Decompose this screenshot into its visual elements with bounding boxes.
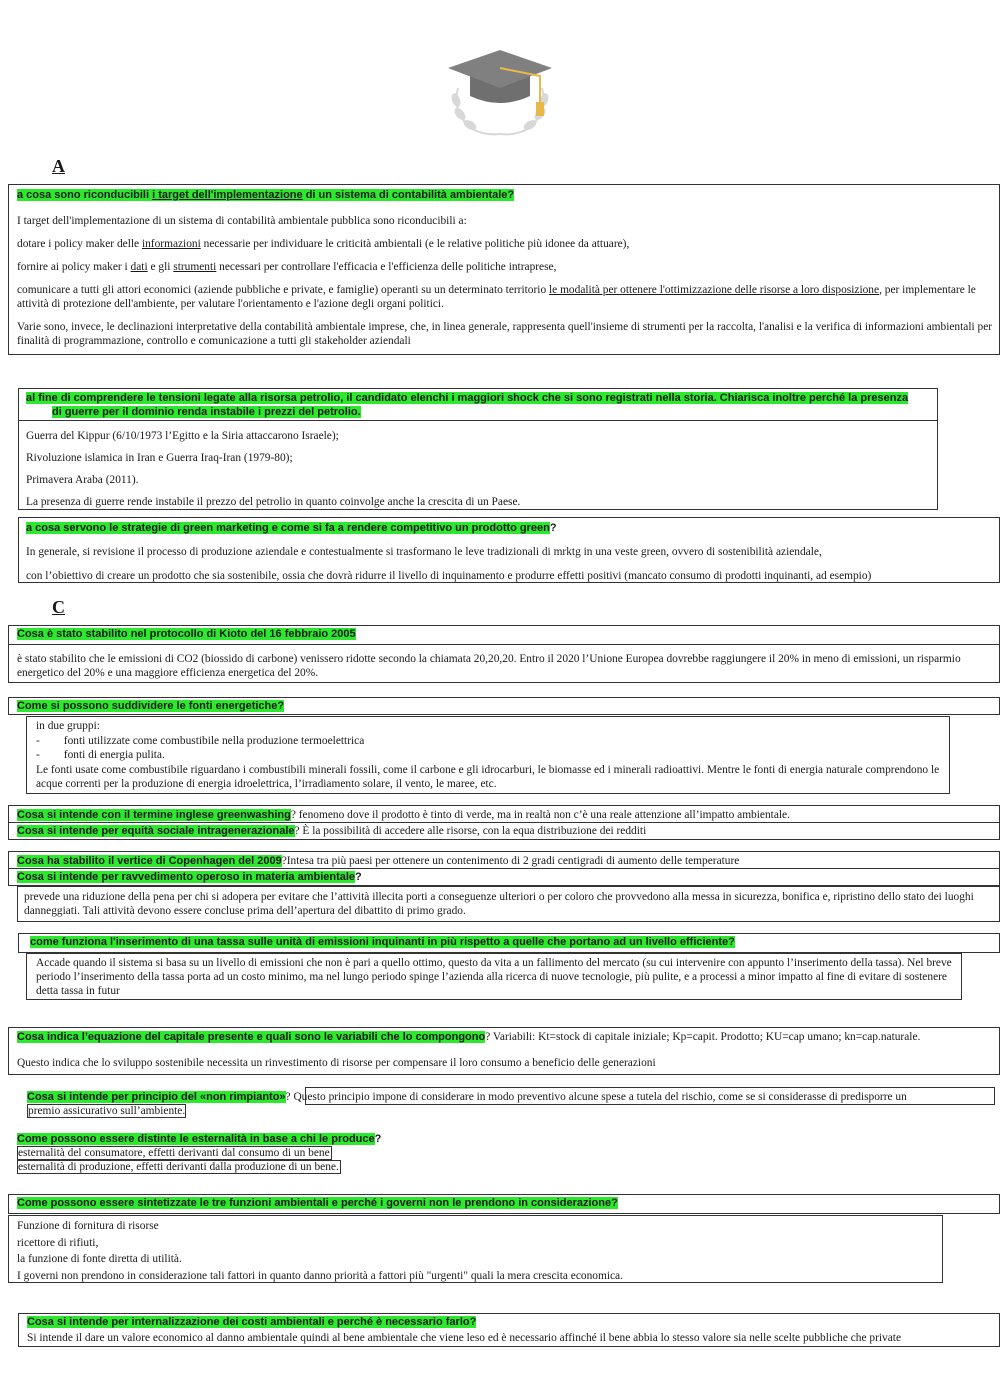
answer: Questo indica che lo sviluppo sostenibile necessita un rinvestimento di risorse per compensare il loro consumo a beneficio delle generazioni (17, 1057, 656, 1069)
qa-line: Cosa si intende per principio del «non rimpianto»? Questo principio impone di considerare in modo preventivo alcune spese a tutela del rischio, come se si considerasse di predisporre un premio assicurativo sull’ambiente. (27, 1091, 907, 1117)
section-letter-c: C (52, 597, 65, 617)
question: come funziona l'inserimento di una tassa sulle unità di emissioni inquinanti in più rispetto a quelle che portano ad un livello efficiente? (30, 936, 735, 948)
question: a cosa sono riconducibili i target dell'implementazione di un sistema di contabilità ambientale? (17, 189, 515, 201)
question: a cosa servono le strategie di green marketing e come si fa a rendere competitivo un prodotto green? (26, 522, 557, 534)
question: Come possono essere sintetizzate le tre funzioni ambientali e perché i governi non le prendono in considerazione? (17, 1197, 618, 1209)
answer: Funzione di fornitura di risorse ricettore di rifiuti, la funzione di fonte diretta di utilità. I governi non prendono in considerazione tali fattori in quanto danno priorità a fattori più "urgenti" quali la mera crescita economica. (17, 1220, 623, 1282)
answer: I target dell'implementazione di un sistema di contabilità ambientale pubblica sono riconducibili a: dotare i policy maker delle informazioni necessarie per individuare le criticità ambientali (e le relative politiche più idonee da attuare), fornire ai policy maker i dati e gli strumenti necessari per controllare l'efficacia e l'efficienza delle politiche intraprese, comunicare a tutti gli attori economici (aziende pubbliche e private, e famiglie) operanti su un determinato territorio le modalità per ottenere l'ottimizzazione delle risorse a loro disposizione, per implementare le attività di protezione dell'ambiente, per valutare l'orientamento e l'azione degli organi politici. Varie sono, invece, le declinazioni interpretative della contabilità ambientale imprese, che, in linea generale, rappresenta quell'insieme di strumenti per la raccolta, l'analisi e la verifica di informazioni ambientali per finalità di programmazione, controllo e comunicazione a tutti gli stakeholder aziendali (17, 215, 993, 347)
answer: Si intende il dare un valore economico al danno ambientale quindi al bene ambientale che viene leso ed è necessario affinché il bene abbia lo stesso valore sia nelle scelte pubbliche che private (27, 1332, 901, 1344)
answer: prevede una riduzione della pena per chi si adopera per evitare che l’attività illecita porti a conseguenze ulteriori o per coloro che provvedono alla messa in sicurezza, bonifica e, ripristino dello stato dei luoghi danneggiati. Tali attività devono essere concluse prima dell’apertura del dibattito di primo grado. (24, 891, 974, 917)
qa-line: Cosa si intende per equità sociale intragenerazionale? È la possibilità di accedere alle risorse, con la equa distribuzione dei redditi (17, 825, 647, 837)
qa-line: Cosa ha stabilito il vertice di Copenhagen del 2009?Intesa tra più paesi per ottenere un contenimento di 2 gradi centigradi di aumento delle temperature (17, 855, 740, 867)
section-letter-a: A (52, 156, 65, 176)
question: Cosa è stato stabilito nel protocollo di Kioto del 16 febbraio 2005 (17, 628, 356, 640)
answer: in due gruppi: - fonti utilizzate come combustibile nella produzione termoelettrica - fonti di energia pulita. Le fonti usate come combustibile riguardano i combustibili minerali fossili, come il carbone e gli idrocarburi, le biomasse ed i minerali radioattivi. Mentre le fonti di energia naturale comprendono le acque correnti per la produzione di energia idroelettrica, l’irradiamento solare, il vento, le maree, etc. (36, 720, 940, 790)
answer: In generale, si revisione il processo di produzione aziendale e contestualmente si trasformano le leve tradizionali di mrktg in una veste green, ovvero di sostenibilità aziendale, con l’obiettivo di creare un prodotto che sia sostenibile, ossia che dovrà ridurre il livello di inquinamento e produrre effetti positivi (mancato consumo di prodotti inquinanti, ad esempio) (26, 546, 872, 582)
question: al fine di comprendere le tensioni legate alla risorsa petrolio, il candidato elenchi i maggiori shock che si sono registrati nella storia. Chiarisca inoltre perché la presenza di guerre per il dominio renda instabile i prezzi del petrolio. (26, 392, 909, 418)
answer: è stato stabilito che le emissioni di CO2 (biossido di carbone) venissero ridotte secondo la chiamata 20,20,20. Entro il 2020 l’Unione Europea dovrebbe raggiungere il 20% in meno di emissioni, un risparmio energetico del 20% e una maggiore efficienza energetica del 20%. (17, 653, 961, 679)
question: Come si possono suddividere le fonti energetiche? (17, 700, 285, 712)
question: Cosa si intende per ravvedimento operoso in materia ambientale? (17, 871, 362, 883)
qa-line: Cosa si intende con il termine inglese greenwashing? fenomeno dove il prodotto è tinto di verde, ma in realtà non c’è una reale attenzione all’impatto ambientale. (17, 809, 790, 821)
answer: Accade quando il sistema si basa su un livello di emissioni che non è pari a quello ottimo, questo da vita a un fallimento del mercato (su cui intervenire con appunto l’inserimento della tassa). Nel breve periodo l’inserimento della tassa porta ad un costo minimo, ma nel lungo periodo spinge l’azienda alla ricerca di nuove tecnologie, più pulite, e a processi a minor impatto al fine di evitare di sostenere detta tassa in futur (36, 957, 952, 997)
answer: Guerra del Kippur (6/10/1973 l’Egitto e la Siria attaccarono Israele); Rivoluzione islamica in Iran e Guerra Iraq-Iran (1979-80); Primavera Araba (2011). La presenza di guerre rende instabile il prezzo del petrolio in quanto coinvolge anche la crescita di un Paese. (26, 430, 521, 508)
answer-box (305, 1087, 995, 1105)
qa-line: Cosa indica l’equazione del capitale presente e quali sono le variabili che lo compongono? Variabili: Kt=stock di capitale iniziale; Kp=capit. Prodotto; KU=cap umano; kn=cap.naturale. (17, 1031, 921, 1043)
question: Cosa si intende per internalizzazione dei costi ambientali e perché è necessario farlo? (27, 1316, 477, 1328)
graduation-cap-icon (440, 48, 560, 138)
qa-block-esternalita: Come possono essere distinte le esternalità in base a chi le produce? esternalità del consumatore, effetti derivanti dal consumo di un bene esternalità di produzione, effetti derivanti dalla produzione di un bene. (17, 1133, 382, 1173)
